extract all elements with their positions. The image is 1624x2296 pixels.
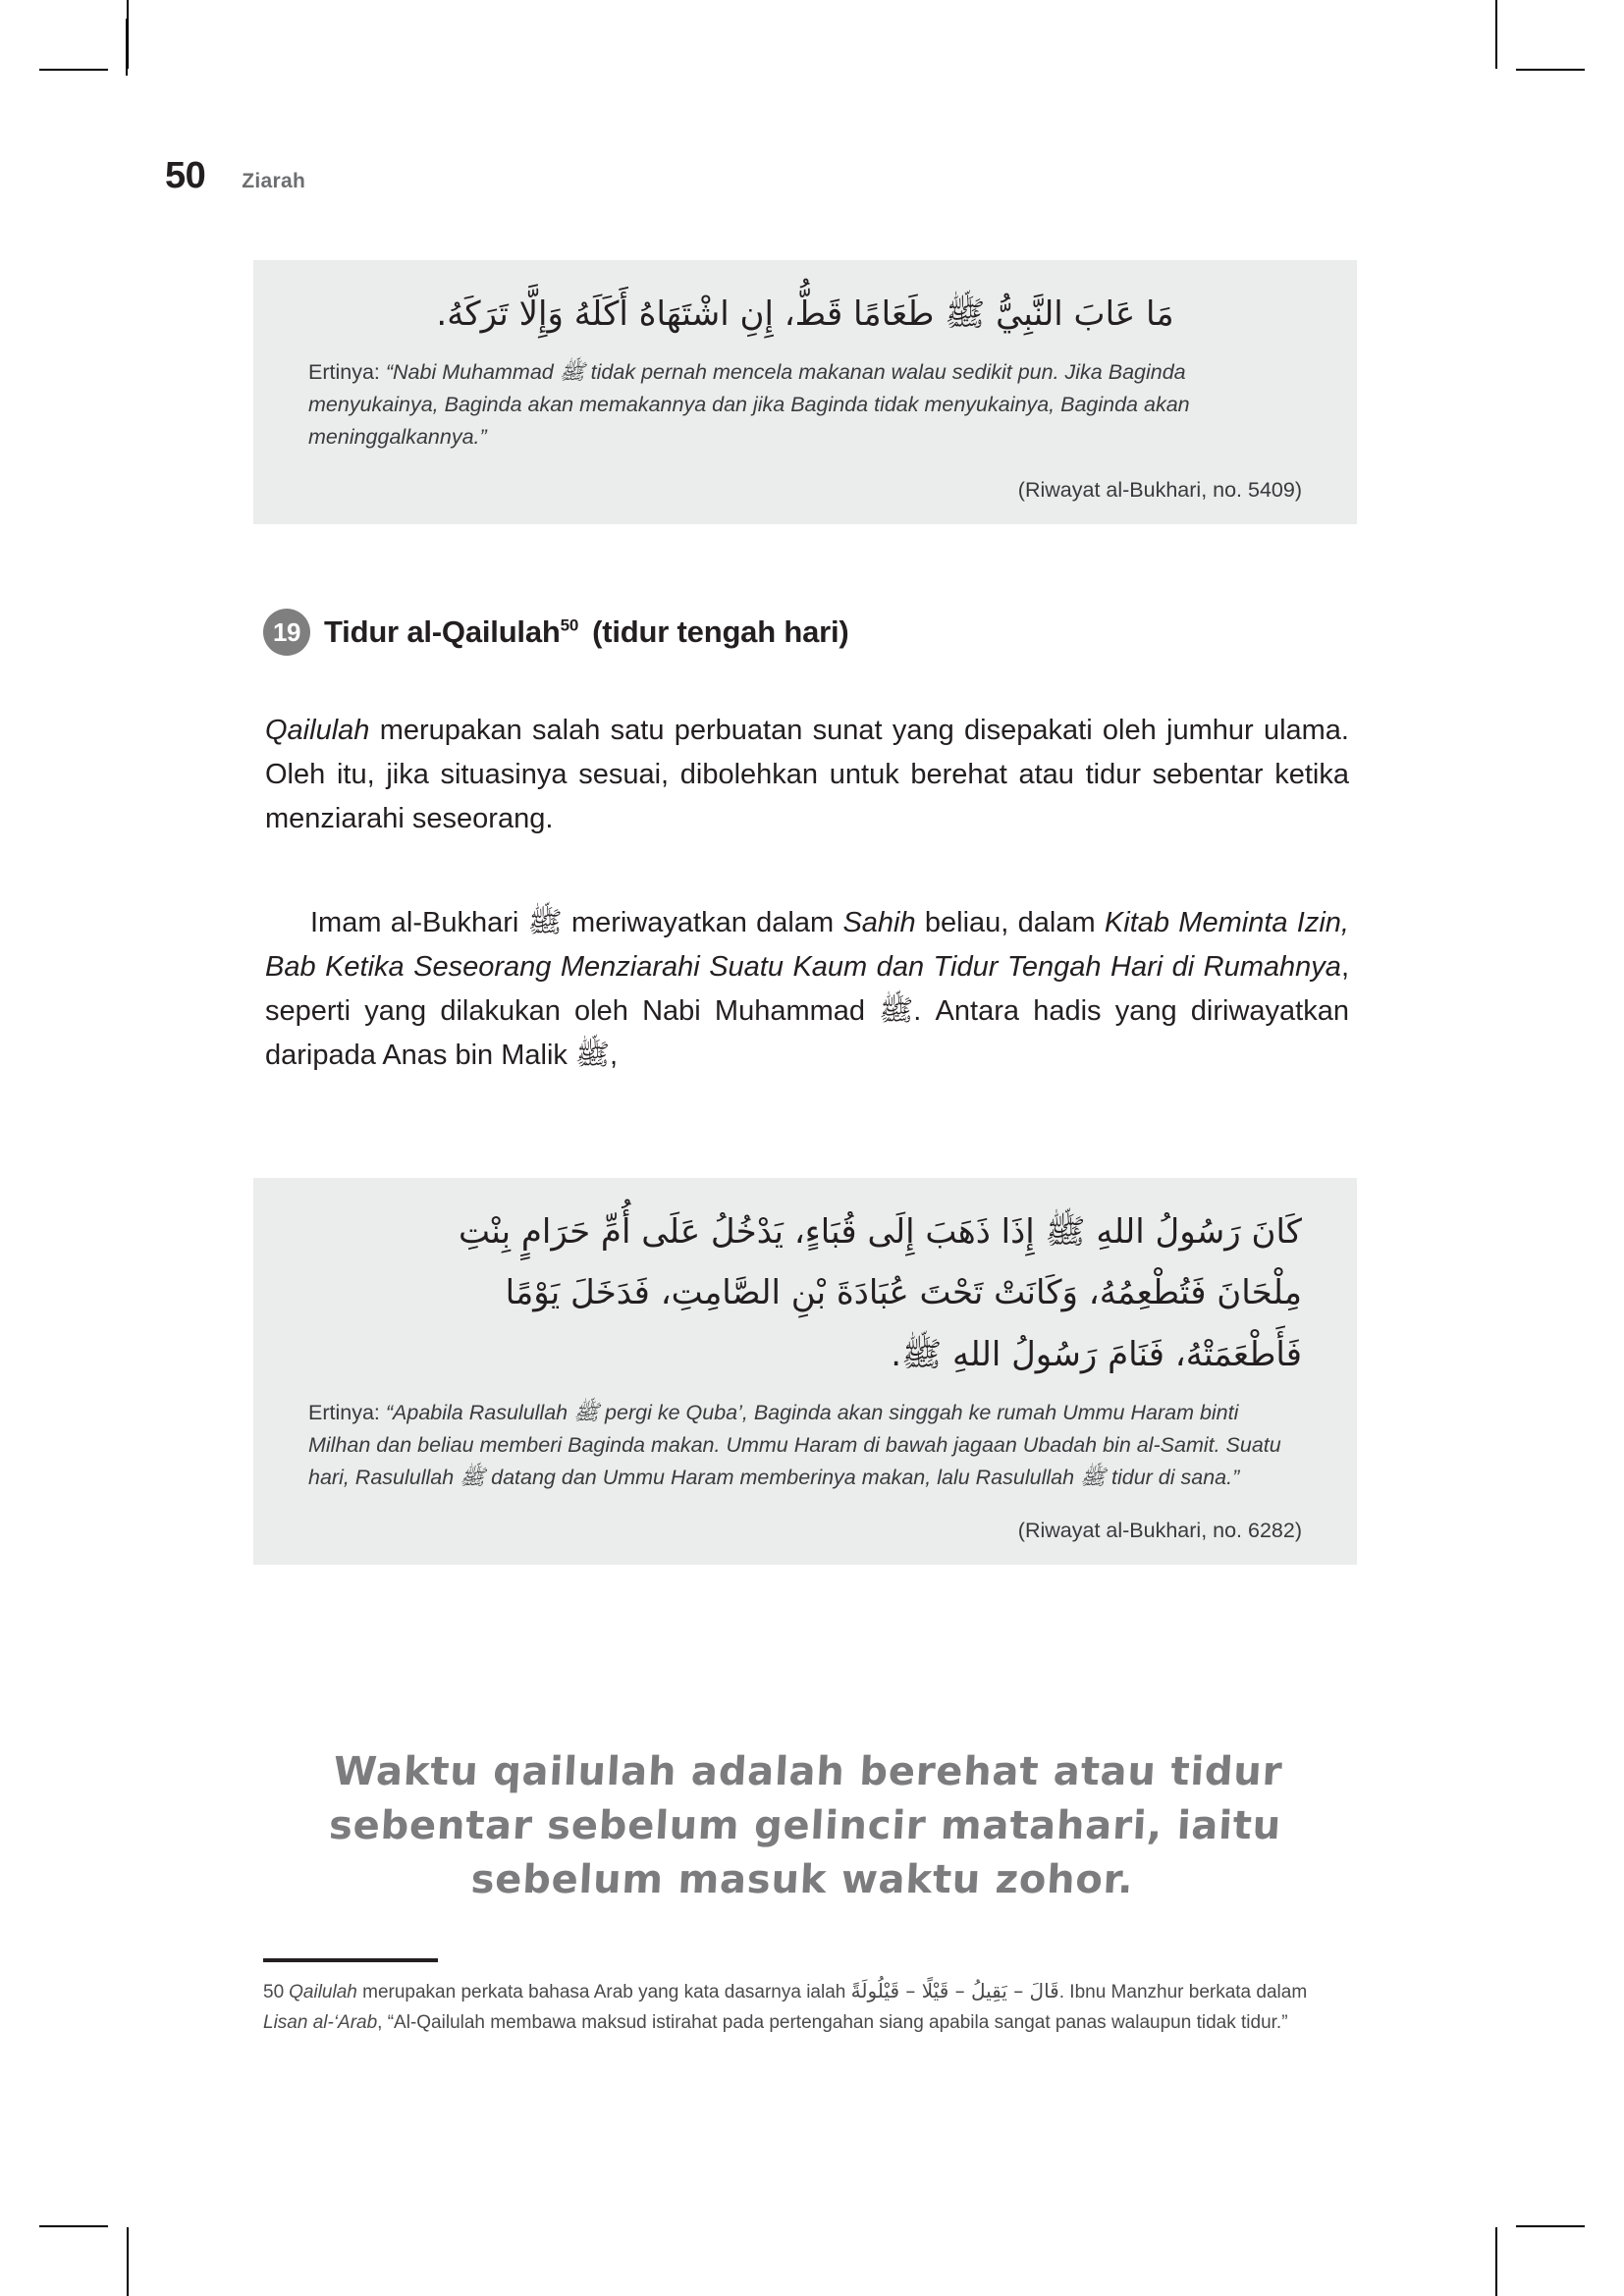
- paragraph-2-italic-kitab: Kitab Meminta Izin, Bab Ketika Seseorang Menziarahi Suatu Kaum dan Tidur Tengah Hari di Rumahnya: [265, 907, 1349, 983]
- running-header: [165, 155, 305, 197]
- hadith-quote-box-1: [253, 260, 1357, 524]
- paragraph-2-italic-sahih: Sahih: [842, 907, 916, 938]
- pull-quote-line-2: sebentar sebelum gelincir matahari, iaitu: [327, 1803, 1283, 1849]
- section-title-main: Tidur al-Qailulah: [324, 614, 561, 649]
- paragraph-1: [265, 709, 1349, 841]
- arabic-text-1: مَا عَابَ النَّبِيُّ ﷺ طَعَامًا قَطُّ، إِنِ اشْتَهَاهُ أَكَلَهُ وَإِلَّا تَرَكَهُ.: [436, 294, 1174, 334]
- footnote-arabic: قَالَ – يَقِيلُ – قَيْلًا – قَيْلُولَةً: [850, 1979, 1059, 2002]
- section-title: [324, 614, 849, 650]
- paragraph-2-part-c: , seperti yang dilakukan oleh Nabi Muhammad ﷺ. Antara hadis yang diriwayatkan daripada Anas bin Malik ﷺ,: [265, 950, 1349, 1071]
- arabic-text-2-line-2: مِلْحَانَ فَتُطْعِمُهُ، وَكَانَتْ تَحْتَ عُبَادَةَ بْنِ الصَّامِتِ، فَدَخَلَ يَوْمًا: [505, 1273, 1302, 1313]
- crop-mark-top-right-horizontal: [1516, 69, 1585, 71]
- footnote-italic-term: Qailulah: [289, 1982, 357, 2002]
- hadith-quote-box-2: [253, 1178, 1357, 1565]
- section-number-badge: 19: [263, 609, 310, 656]
- crop-mark-top-right-vertical: [1495, 0, 1497, 69]
- crop-mark-bottom-right-horizontal: [1516, 2225, 1585, 2227]
- paragraph-2-part-a: Imam al-Bukhari ﷺ meriwayatkan dalam: [310, 907, 843, 938]
- section-heading: [263, 609, 849, 656]
- translation-body-1: “Nabi Muhammad ﷺ tidak pernah mencela makanan walau sedikit pun. Jika Baginda menyukainya, Baginda akan memakannya dan jika Baginda tidak menyukainya, Baginda akan meninggalkannya.”: [308, 360, 1190, 449]
- section-subtitle: (tidur tengah hari): [592, 614, 849, 649]
- footnote-part-3: . Ibnu Manzhur berkata dalam: [1058, 1982, 1308, 2002]
- footnote-50: [263, 1975, 1353, 2039]
- crop-mark-bottom-right-vertical: [1495, 2227, 1497, 2296]
- arabic-text-2-line-1: كَانَ رَسُولُ اللهِ ﷺ إِذَا ذَهَبَ إِلَى قُبَاءٍ، يَدْخُلُ عَلَى أُمِّ حَرَامٍ بِنْتِ: [458, 1212, 1302, 1252]
- footnote-part-2: merupakan perkata bahasa Arab yang kata dasarnya ialah: [356, 1982, 851, 2002]
- chapter-title: Ziarah: [242, 170, 306, 192]
- paragraph-2: [265, 901, 1349, 1078]
- crop-mark-top-left-inner: [126, 19, 128, 76]
- paragraph-1-italic-term: Qailulah: [265, 715, 370, 746]
- crop-mark-top-left-horizontal: [39, 69, 108, 71]
- translation-2: [308, 1397, 1302, 1493]
- section-footnote-marker: 50: [560, 615, 579, 635]
- page-number: 50: [165, 155, 206, 196]
- paragraph-2-part-b: beliau, dalam: [915, 907, 1105, 938]
- footnote-italic-source: Lisan al-‘Arab: [263, 2011, 378, 2033]
- arabic-text-2-line-3: فَأَطْعَمَتْهُ، فَنَامَ رَسُولُ اللهِ ﷺ.: [891, 1334, 1302, 1374]
- translation-body-2: “Apabila Rasulullah ﷺ pergi ke Quba’, Baginda akan singgah ke rumah Ummu Haram binti Milhan dan beliau memberi Baginda makan. Ummu Haram di bawah jagaan Ubadah bin al-Samit. Suatu hari, Rasulullah ﷺ datang dan Ummu Haram memberinya makan, lalu Rasulullah ﷺ tidur di sana.”: [308, 1401, 1281, 1489]
- pull-quote-line-1: Waktu qailulah adalah berehat atau tidur: [332, 1749, 1284, 1794]
- paragraph-1-body: merupakan salah satu perbuatan sunat yang disepakati oleh jumhur ulama. Oleh itu, jika situasinya sesuai, dibolehkan untuk berehat atau tidur sebentar ketika menziarahi seseorang.: [265, 715, 1349, 834]
- crop-mark-bottom-left-vertical: [127, 2227, 129, 2296]
- source-citation-1: (Riwayat al-Bukhari, no. 5409): [1017, 478, 1302, 503]
- ertinya-label-1: Ertinya:: [308, 360, 380, 385]
- pull-quote-line-3: sebelum masuk waktu zohor.: [469, 1857, 1135, 1903]
- footnote-part-5: , “Al-Qailulah membawa maksud istirahat pada pertengahan siang apabila sangat panas walaupun tidak tidur.”: [377, 2011, 1288, 2033]
- crop-mark-bottom-left-horizontal: [39, 2225, 108, 2227]
- translation-1: [308, 356, 1302, 453]
- footnote-number: 50: [263, 1982, 285, 2002]
- source-citation-2: (Riwayat al-Bukhari, no. 6282): [1017, 1519, 1302, 1543]
- footnote-separator-rule: [263, 1958, 438, 1962]
- pull-quote: [249, 1745, 1362, 1908]
- ertinya-label-2: Ertinya:: [308, 1401, 380, 1425]
